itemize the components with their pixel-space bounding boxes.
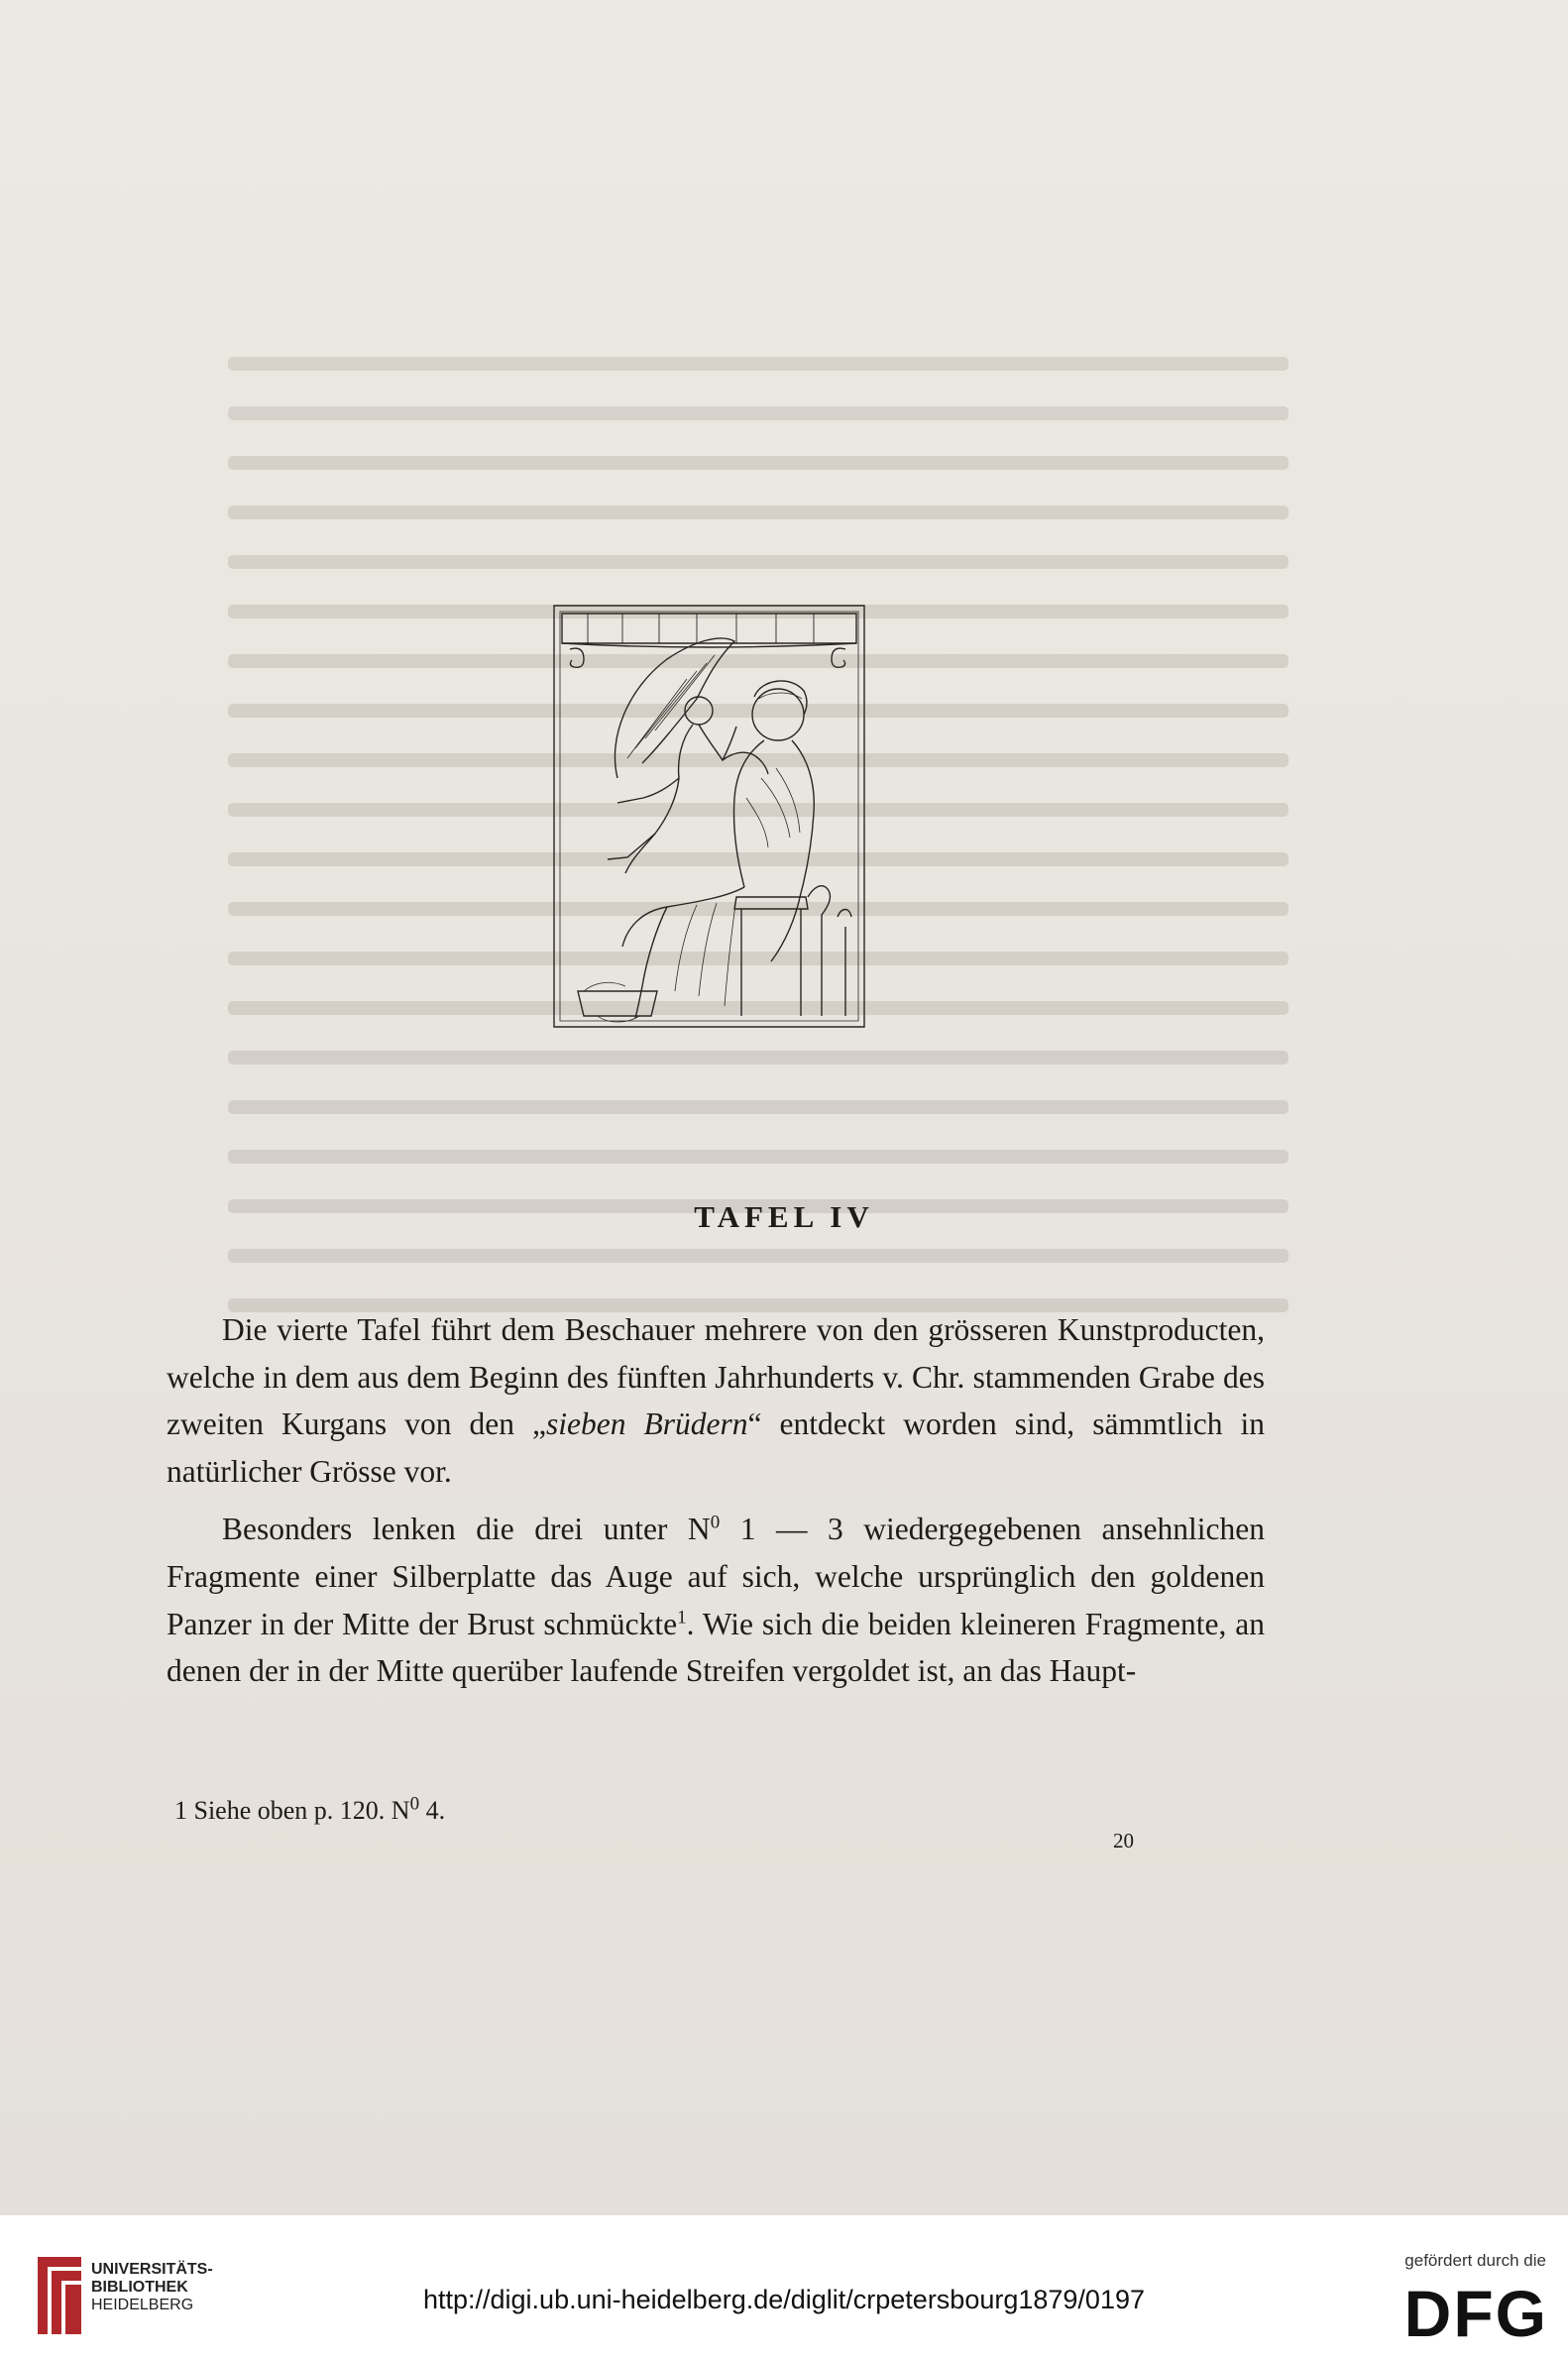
university-library-name: UNIVERSITÄTS- BIBLIOTHEK HEIDELBERG <box>91 2261 213 2313</box>
footnote-reference[interactable]: 1 <box>677 1607 687 1629</box>
paragraph-1: Die vierte Tafel führt dem Beschauer mehrere von den grösseren Kunstproducten, welche in dem aus dem Beginn des fünften Jahrhunderts v. Chr. stammenden Grabe des zweiten Kurgans von den „sieben Brüdern“ entdeckt worden sind, sämmtlich in natürlicher Grösse vor. <box>167 1312 1265 1489</box>
paragraph-2: Besonders lenken die drei unter $N^0$ 1 — 3 wiedergegebenen ansehnlichen Fragmente einer Silberplatte das Auge auf sich, welche ursprünglich den goldenen Panzer in der Mitte der Brust schmückte$^1$. Wie sich die beiden kleineren Fragmente, an denen der in der Mitte querüber laufende Streifen vergoldet ist, an das Haupt- <box>167 1512 1265 1689</box>
footnote: 1 Siehe oben p. 120. $N^0$ 4. <box>174 1793 446 1825</box>
dfg-logo[interactable]: DFG <box>1403 2277 1548 2350</box>
page-number: 20 <box>1113 1829 1134 1853</box>
footer-bar <box>0 2215 1568 2359</box>
engraved-relief-figure <box>548 600 870 1033</box>
body-text <box>167 1306 1265 1695</box>
source-url-link[interactable]: http://digi.ub.uni-heidelberg.de/diglit/crpetersbourg1879/0197 <box>422 2285 1145 2314</box>
funded-by-label: gefördert durch die <box>1404 2251 1546 2270</box>
plate-heading: TAFEL IV <box>694 1199 874 1234</box>
quoted-phrase: sieben Brüdern <box>546 1406 748 1442</box>
